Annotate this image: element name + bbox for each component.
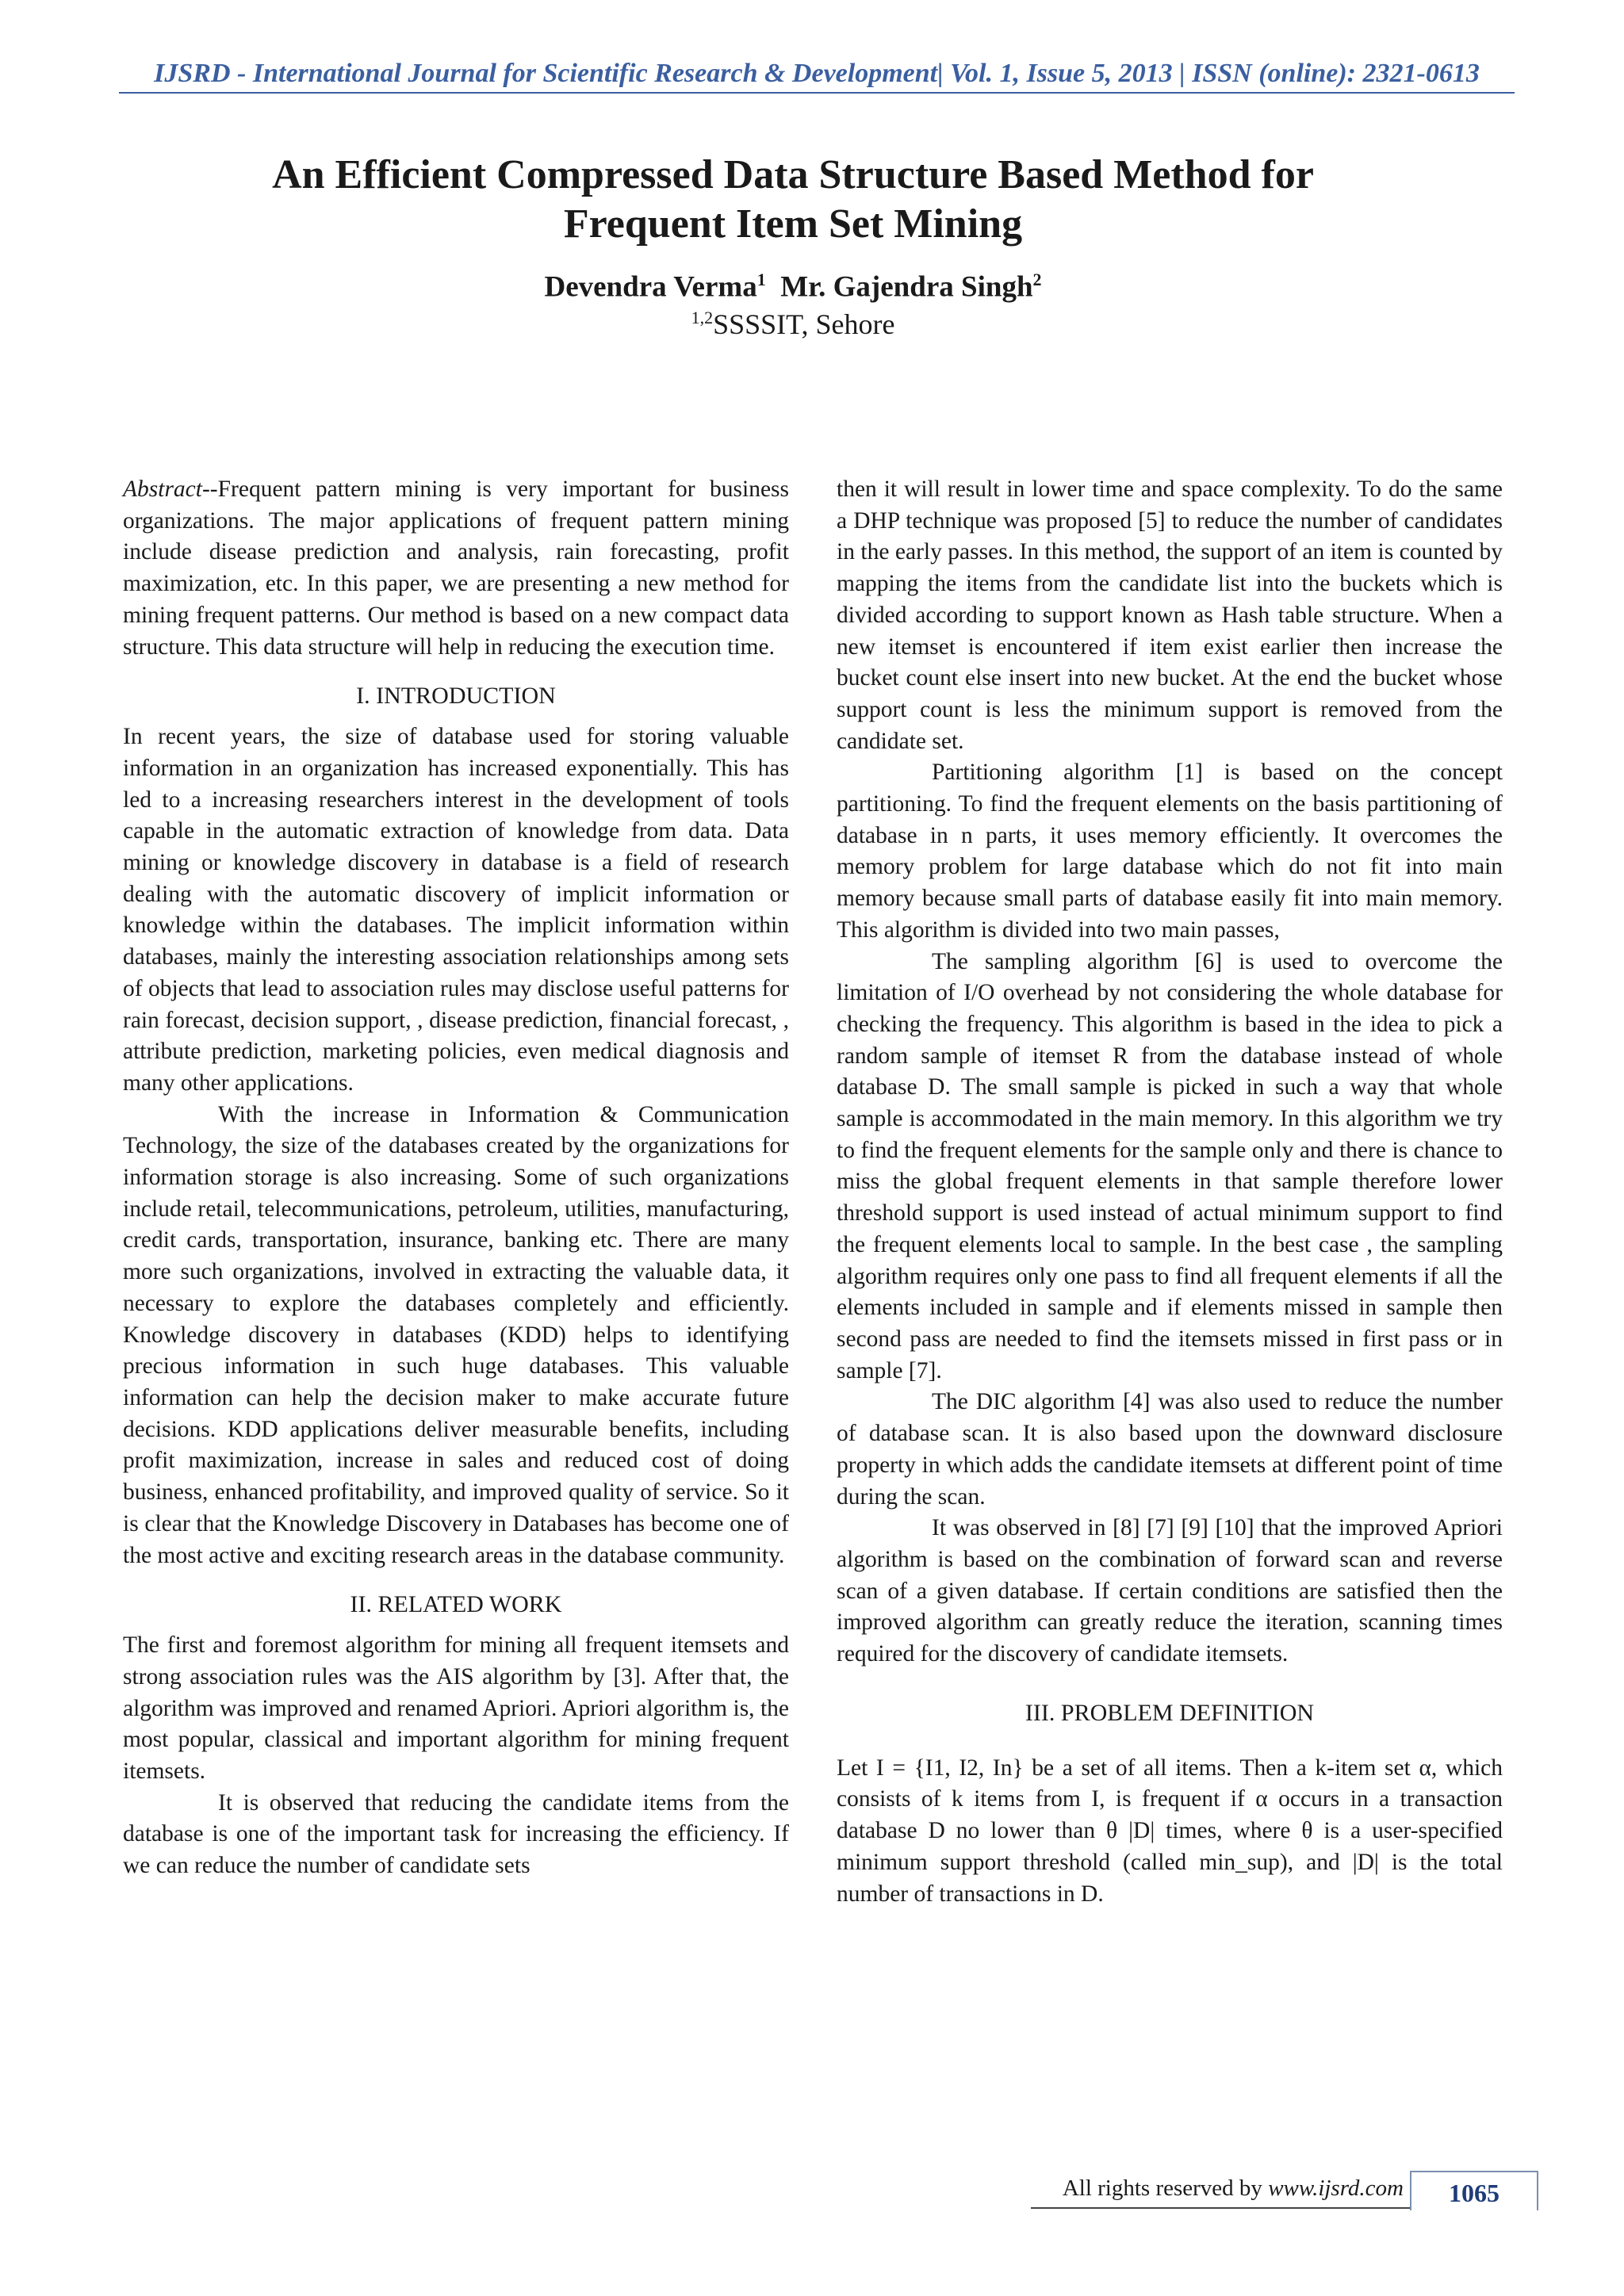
title-line-1: An Efficient Compressed Data Structure Based Method for [272,152,1314,197]
footer-rule [1031,2207,1411,2209]
related-paragraph-3: then it will result in lower time and space complexity. To do the same a DHP technique was proposed [5] to reduce the number of candidates in the early passes. In this method, the support of an item is counted by mapping the items from the candidate list into the buckets which is divided according to support known as Hash table structure. When a new itemset is encountered if item exist earlier then increase the bucket count else insert into new bucket. At the end the bucket whose support count is less the minimum support is removed from the candidate set. [837,476,1503,754]
author-1-sup: 1 [756,270,766,289]
related-paragraph-4: Partitioning algorithm [1] is based on the concept partitioning. To find the frequent elements on the basis partitioning of database in n parts, it uses memory efficiently. It overcomes the memory problem for large database which do not fit into main memory because small parts of database easily fit into main memory. This algorithm is divided into two main passes, [837,760,1503,943]
page-number: 1065 [1410,2171,1538,2210]
section-heading-introduction: I. INTRODUCTION [356,683,556,710]
problem-paragraph-1: Let I = {I1, I2, In} be a set of all items. Then a k-item set α, which consists of k items from I, is frequent if α occurs in a transaction database D no lower than θ |D| times, where θ is a user-specified minimum support threshold (called min_sup), and |D| is the total number of transactions in D. [837,1755,1503,1907]
paper-title [198,151,1388,249]
affiliation-sup: 1,2 [691,308,714,327]
abstract [123,474,789,663]
authors [198,270,1388,304]
right-column [837,474,1503,1910]
footer-rights-label: All rights reserved by [1062,2175,1269,2201]
section-heading-problem-definition: III. PROBLEM DEFINITION [1025,1699,1315,1726]
footer-rights [1063,2175,1404,2202]
title-line-2: Frequent Item Set Mining [563,201,1023,247]
abstract-text: Frequent pattern mining is very important for business organizations. The major applications of frequent pattern mining include disease prediction and analysis, rain forecasting, profit maximization, etc. In this paper, we are presenting a new method for mining frequent patterns. Our method is based on a new compact data structure. This data structure will help in reducing the execution time. [123,476,789,660]
header-rule [119,92,1515,94]
page-footer [1031,2171,1538,2215]
related-paragraph-6: The DIC algorithm [4] was also used to reduce the number of database scan. It is also based upon the downward disclosure property in which adds the candidate itemsets at different point of time during the scan. [837,1389,1503,1510]
section-heading-related-work: II. RELATED WORK [350,1591,562,1618]
author-1: Devendra Verma [544,270,757,304]
related-paragraph-5: The sampling algorithm [6] is used to overcome the limitation of I/O overhead by not considering the whole database for checking the frequency. This algorithm is based in the idea to pick a random sample of itemset R from the database instead of whole database D. The small sample is picked in such a way that whole sample is accommodated in the main memory. In this algorithm we try to find the frequent elements for the sample only and there is chance to miss the global frequent elements in that sample therefore lower threshold support is used instead of actual minimum support to find the frequent elements local to sample. In the best case , the sampling algorithm requires only one pass to find all frequent elements if all the elements included in sample and if elements missed in sample then second pass are needed to find the itemsets missed in first pass or in sample [7]. [837,948,1503,1383]
related-paragraph-2: It is observed that reducing the candidate items from the database is one of the important task for increasing the efficiency. If we can reduce the number of candidate sets [123,1789,789,1879]
related-paragraph-7: It was observed in [8] [7] [9] [10] that the improved Apriori algorithm is based on the combination of forward scan and reverse scan of a given database. If certain conditions are satisfied then the improved algorithm can greatly reduce the iteration, scanning times required for the discovery of candidate itemsets. [837,1515,1503,1667]
intro-paragraph-1: In recent years, the size of database used for storing valuable information in an organization has increased exponentially. This has led to a increasing researchers interest in the development of tools capable in the automatic extraction of knowledge from data. Data mining or knowledge discovery in database is a field of research dealing with the automatic discovery of implicit information or knowledge within the databases. The implicit information within databases, mainly the interesting association relationships among sets of objects that lead to association rules may disclose useful patterns for rain forecast, decision support, , disease prediction, financial forecast, , attribute prediction, marketing policies, even medical diagnosis and many other applications. [123,724,789,1096]
journal-header: IJSRD - International Journal for Scientific Research & Development| Vol. 1, Issue 5, 2013 | ISSN (online): 2321-0613 [154,59,1480,88]
affiliation-text: SSSSIT, Sehore [713,308,895,340]
abstract-label: Abstract-- [123,476,218,502]
intro-paragraph-2: With the increase in Information & Communication Technology, the size of the databases created by the organizations for information storage is also increasing. Some of such organizations include retail, telecommunications, petroleum, utilities, manufacturing, credit cards, transportation, insurance, banking etc. There are many more such organizations, involved in extracting the valuable data, it necessary to explore the databases completely and efficiently. Knowledge discovery in databases (KDD) helps to identifying precious information in such huge databases. This valuable information can help the decision maker to make accurate future decisions. KDD applications deliver measurable benefits, including profit maximization, increase in sales and reduced cost of doing business, enhanced profitability, and improved quality of service. So it is clear that the Knowledge Discovery in Databases has become one of the most active and exciting research areas in the database community. [123,1101,789,1568]
left-column [123,474,789,1882]
footer-site-link[interactable]: www.ijsrd.com [1268,2175,1404,2201]
author-2: Mr. Gajendra Singh [780,270,1033,304]
affiliation [198,308,1388,341]
author-2-sup: 2 [1032,270,1042,289]
related-paragraph-1: The first and foremost algorithm for mining all frequent itemsets and strong association rules was the AIS algorithm by [3]. After that, the algorithm was improved and renamed Apriori. Apriori algorithm is, the most popular, classical and important algorithm for mining frequent itemsets. [123,1632,789,1785]
